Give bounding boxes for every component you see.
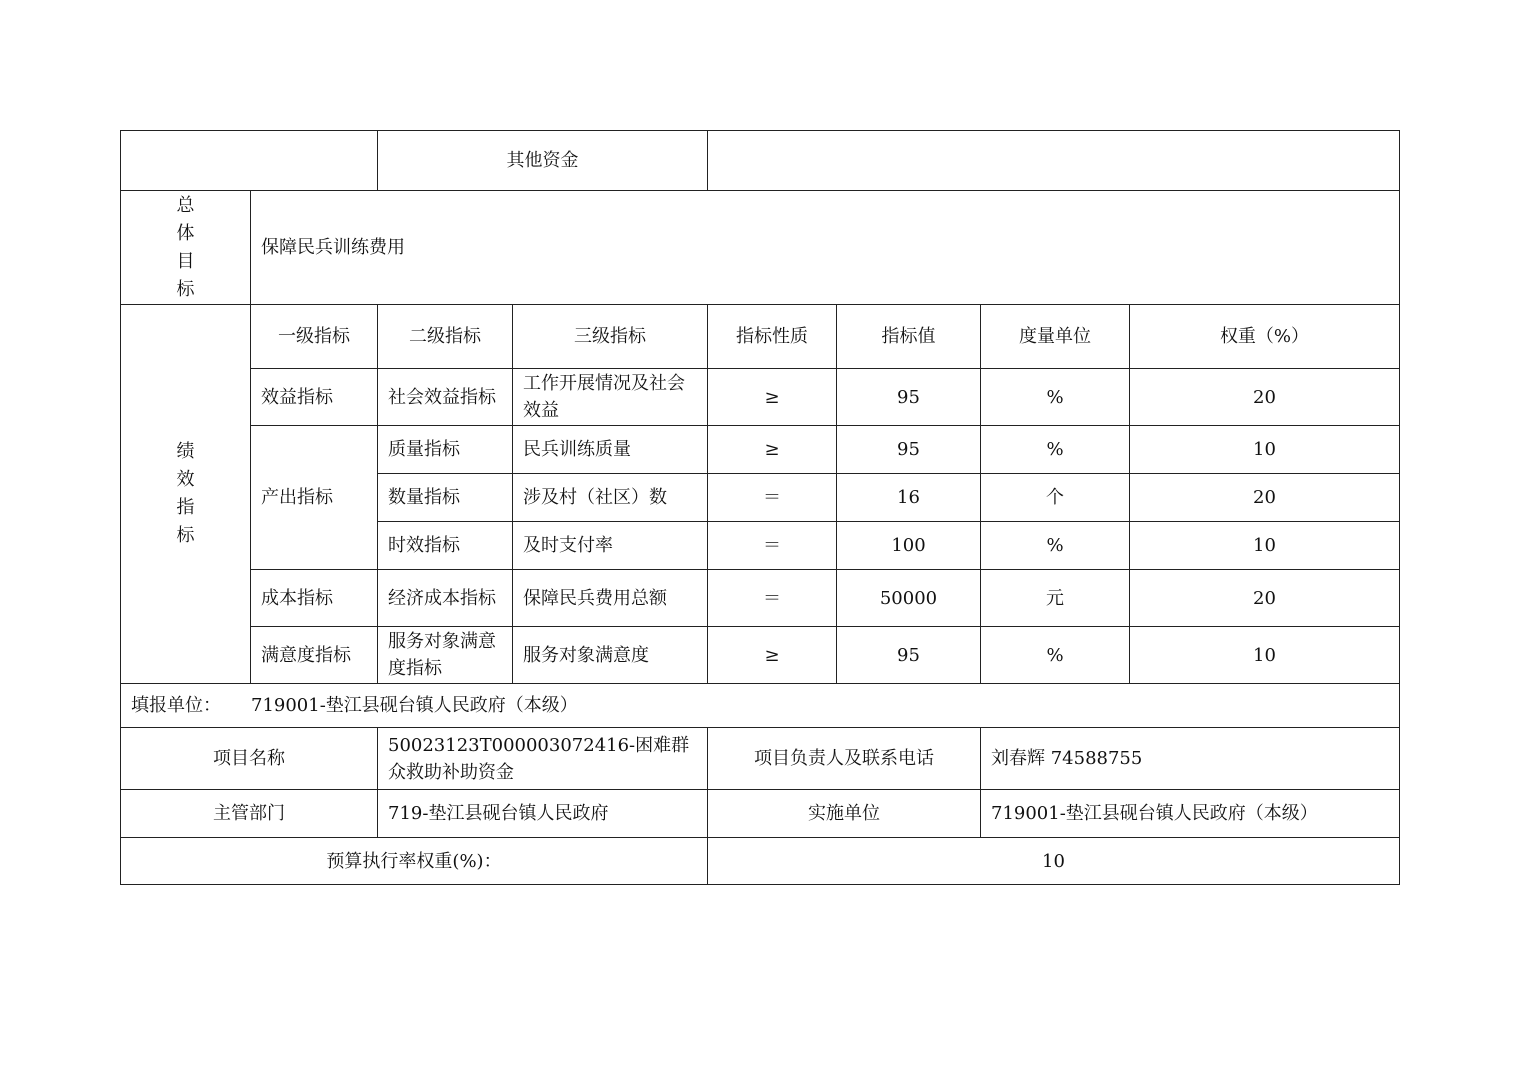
project-owner-value: 刘春辉 74588755 [981,728,1400,790]
indicator-header-row [121,305,1400,369]
level3-cell: 工作开展情况及社会效益 [513,369,708,426]
performance-form-table [120,130,1400,885]
project-name-label: 项目名称 [121,728,378,790]
impl-value: 719001-垫江县砚台镇人民政府（本级） [981,790,1400,838]
header-level1: 一级指标 [251,305,378,369]
unit-cell: 元 [981,570,1130,627]
dept-value: 719-垫江县砚台镇人民政府 [378,790,708,838]
overall-goal-row [121,191,1400,305]
level2-cell: 服务对象满意度指标 [378,627,513,684]
level2-cell: 时效指标 [378,522,513,570]
value-cell: 95 [837,426,981,474]
nature-cell: ＝ [708,474,837,522]
weight-cell: 10 [1130,426,1400,474]
level3-cell: 及时支付率 [513,522,708,570]
level3-cell: 服务对象满意度 [513,627,708,684]
weight-cell: 10 [1130,522,1400,570]
budget-row [121,838,1400,885]
nature-cell: ≥ [708,627,837,684]
filing-unit-row [121,684,1400,728]
header-unit: 度量单位 [981,305,1130,369]
filing-unit-cell [121,684,1400,728]
dept-label: 主管部门 [121,790,378,838]
nature-cell: ＝ [708,522,837,570]
filing-unit-label: 填报单位： [131,695,221,716]
level2-cell: 数量指标 [378,474,513,522]
performance-label: 绩效指标 [176,441,195,546]
project-owner-label: 项目负责人及联系电话 [708,728,981,790]
level1-cell: 满意度指标 [251,627,378,684]
nature-cell: ≥ [708,426,837,474]
weight-cell: 20 [1130,369,1400,426]
value-cell: 16 [837,474,981,522]
level2-cell: 社会效益指标 [378,369,513,426]
level1-cell: 效益指标 [251,369,378,426]
performance-label-cell [121,305,251,684]
other-funds-row [121,131,1400,191]
header-weight: 权重（%） [1130,305,1400,369]
budget-label: 预算执行率权重(%)： [121,838,708,885]
unit-cell: 个 [981,474,1130,522]
weight-cell: 20 [1130,474,1400,522]
indicator-row [121,570,1400,627]
value-cell: 95 [837,369,981,426]
other-funds-blank-cell [121,131,378,191]
indicator-row [121,627,1400,684]
value-cell: 95 [837,627,981,684]
level3-cell: 民兵训练质量 [513,426,708,474]
department-row [121,790,1400,838]
other-funds-value [708,131,1400,191]
level1-cell: 成本指标 [251,570,378,627]
value-cell: 50000 [837,570,981,627]
indicator-row [121,369,1400,426]
level1-cell: 产出指标 [251,426,378,570]
overall-goal-text: 保障民兵训练费用 [251,191,1400,305]
header-level2: 二级指标 [378,305,513,369]
other-funds-label: 其他资金 [378,131,708,191]
weight-cell: 10 [1130,627,1400,684]
overall-goal-label: 总体目标 [176,194,195,300]
value-cell: 100 [837,522,981,570]
header-value: 指标值 [837,305,981,369]
level2-cell: 经济成本指标 [378,570,513,627]
nature-cell: ≥ [708,369,837,426]
unit-cell: % [981,522,1130,570]
nature-cell: ＝ [708,570,837,627]
level3-cell: 保障民兵费用总额 [513,570,708,627]
impl-label: 实施单位 [708,790,981,838]
indicator-row [121,426,1400,474]
project-name-value: 50023123T000003072416-困难群众救助补助资金 [378,728,708,790]
weight-cell: 20 [1130,570,1400,627]
budget-value: 10 [708,838,1400,885]
level2-cell: 质量指标 [378,426,513,474]
unit-cell: % [981,426,1130,474]
header-level3: 三级指标 [513,305,708,369]
unit-cell: % [981,627,1130,684]
unit-cell: % [981,369,1130,426]
header-nature: 指标性质 [708,305,837,369]
filing-unit-value: 719001-垫江县砚台镇人民政府（本级） [251,695,578,716]
overall-goal-label-cell [121,191,251,305]
project-name-row [121,728,1400,790]
level3-cell: 涉及村（社区）数 [513,474,708,522]
